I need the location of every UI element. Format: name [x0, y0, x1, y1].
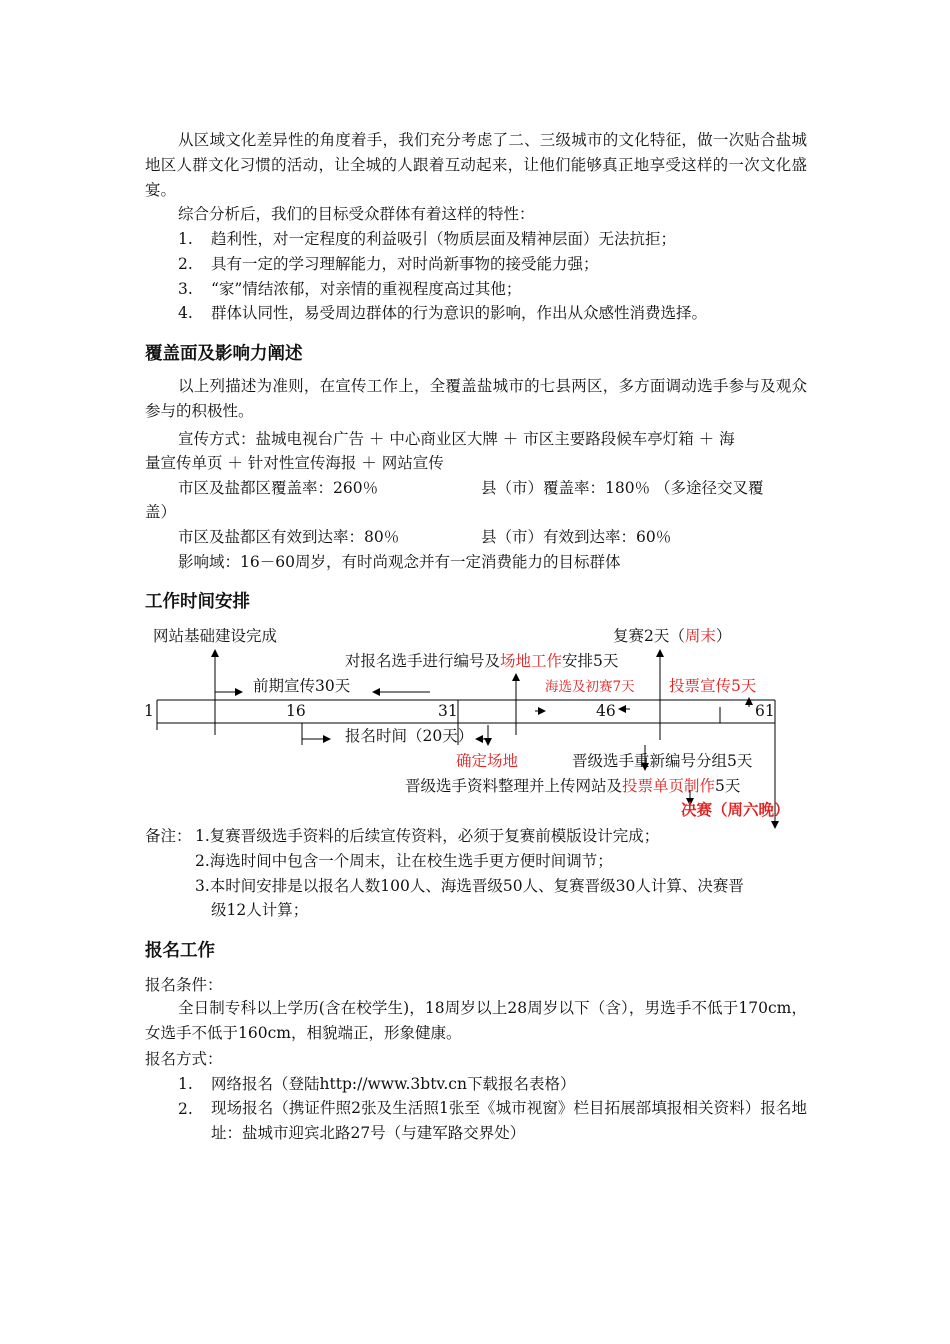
coverage-paragraph: 以上列描述为准则，在宣传工作上，全覆盖盐城市的七县两区，多方面调动选手参与及观众参与的积极性。 — [145, 377, 807, 420]
section-heading-coverage: 覆盖面及影响力阐述 — [145, 344, 303, 364]
list-item: “家”情结浓郁，对亲情的重视程度高过其他； — [211, 280, 522, 298]
section-heading-schedule: 工作时间安排 — [145, 592, 250, 612]
city-coverage-rate: 市区及盐都区覆盖率：260％ — [178, 479, 379, 497]
phase-audition: 海选及初赛7天 — [545, 679, 635, 695]
phase-registration: 报名时间（20天） — [345, 727, 474, 745]
note-item: 1.复赛晋级选手资料的后续宣传资料，必须于复赛前模版设计完成； — [195, 827, 660, 845]
notes-prefix: 备注： — [145, 827, 192, 845]
list-item: 具有一定的学习理解能力，对时尚新事物的接受能力强； — [211, 255, 599, 273]
milestone-semifinal-text: 复赛2天（ — [613, 627, 685, 645]
milestone-numbering-text: 对报名选手进行编号及 — [345, 652, 501, 670]
milestone-website: 网站基础建设完成 — [153, 627, 278, 645]
milestone-semifinal-close: ） — [715, 627, 732, 645]
milestone-numbering-venue: 场地工作 — [500, 652, 563, 670]
list-item-number: 1. — [178, 230, 193, 248]
note-item-cont: 级12人计算； — [211, 901, 309, 919]
county-coverage-rate: 县（市）覆盖率：180％ （多途径交叉覆 — [481, 479, 764, 497]
tick-label: 16 — [286, 702, 306, 720]
milestone-final: 决赛（周六晚） — [681, 800, 790, 819]
milestone-numbering — [345, 651, 618, 671]
influence-range: 影响域：16－60周岁，有时尚观念并有一定消费能力的目标群体 — [178, 553, 621, 571]
list-item-number: 1. — [178, 1075, 193, 1093]
media-line: 宣传方式：盐城电视台广告 ＋ 中心商业区大牌 ＋ 市区主要路段候车亭灯箱 ＋ 海 — [178, 430, 735, 448]
milestone-upload-vote-page: 投票单页制作 — [622, 777, 716, 795]
list-item-number: 3. — [178, 280, 193, 298]
tick-label: 46 — [596, 702, 616, 720]
city-reach-rate: 市区及盐都区有效到达率：80％ — [178, 528, 400, 546]
milestone-numbering-days: 安排5天 — [562, 652, 619, 670]
registration-conditions-label: 报名条件： — [145, 976, 223, 994]
tick-label: 1 — [144, 702, 154, 720]
milestone-venue: 确定场地 — [456, 752, 519, 770]
list-item-number: 4. — [178, 304, 193, 322]
registration-method-label: 报名方式： — [145, 1050, 223, 1068]
list-item: 趋利性，对一定程度的利益吸引（物质层面及精神层面）无法抗拒； — [211, 230, 677, 248]
section-heading-registration: 报名工作 — [145, 941, 215, 961]
milestone-upload-days: 5天 — [715, 777, 741, 795]
list-item-number: 2. — [178, 255, 193, 273]
tick-label: 61 — [755, 702, 775, 720]
intro-paragraph: 从区域文化差异性的角度着手，我们充分考虑了二、三级城市的文化特征，做一次贴合盐城地区人群文化习惯的活动，让全城的人跟着互动起来，让他们能够真正地享受这样的一次文化盛宴。 — [145, 131, 807, 199]
intro-summary: 综合分析后，我们的目标受众群体有着这样的特性： — [178, 205, 535, 223]
milestone-upload — [405, 776, 740, 796]
registration-method-online: 网络报名（登陆http://www.3btv.cn下载报名表格） — [211, 1075, 576, 1093]
county-coverage-cont: 盖） — [145, 503, 177, 521]
milestone-semifinal — [613, 626, 731, 646]
milestone-upload-text: 晋级选手资料整理并上传网站及 — [405, 777, 623, 795]
media-line: 量宣传单页 ＋ 针对性宣传海报 ＋ 网站宣传 — [145, 454, 444, 472]
phase-vote-publicity: 投票宣传5天 — [669, 677, 757, 695]
list-item: 群体认同性，易受周边群体的行为意识的影响，作出从众感性消费选择。 — [211, 304, 708, 322]
tick-label: 31 — [438, 702, 458, 720]
milestone-semifinal-weekend: 周末 — [684, 627, 716, 645]
phase-publicity: 前期宣传30天 — [253, 677, 351, 695]
milestone-regroup: 晋级选手重新编号分组5天 — [572, 752, 753, 770]
list-item-number: 2. — [178, 1100, 193, 1118]
note-item: 2.海选时间中包含一个周末，让在校生选手更方便时间调节； — [195, 852, 613, 870]
county-reach-rate: 县（市）有效到达率：60％ — [481, 528, 672, 546]
registration-conditions: 全日制专科以上学历(含在校学生)，18周岁以上28周岁以下（含），男选手不低于170cm，女选手不低于160cm，相貌端正，形象健康。 — [145, 999, 807, 1042]
registration-method-onsite: 现场报名（携证件照2张及生活照1张至《城市视窗》栏目拓展部填报相关资料）报名地址：盐城市迎宾北路27号（与建军路交界处） — [211, 1099, 807, 1142]
note-item: 3.本时间安排是以报名人数100人、海选晋级50人、复赛晋级30人计算、决赛晋 — [195, 877, 744, 895]
